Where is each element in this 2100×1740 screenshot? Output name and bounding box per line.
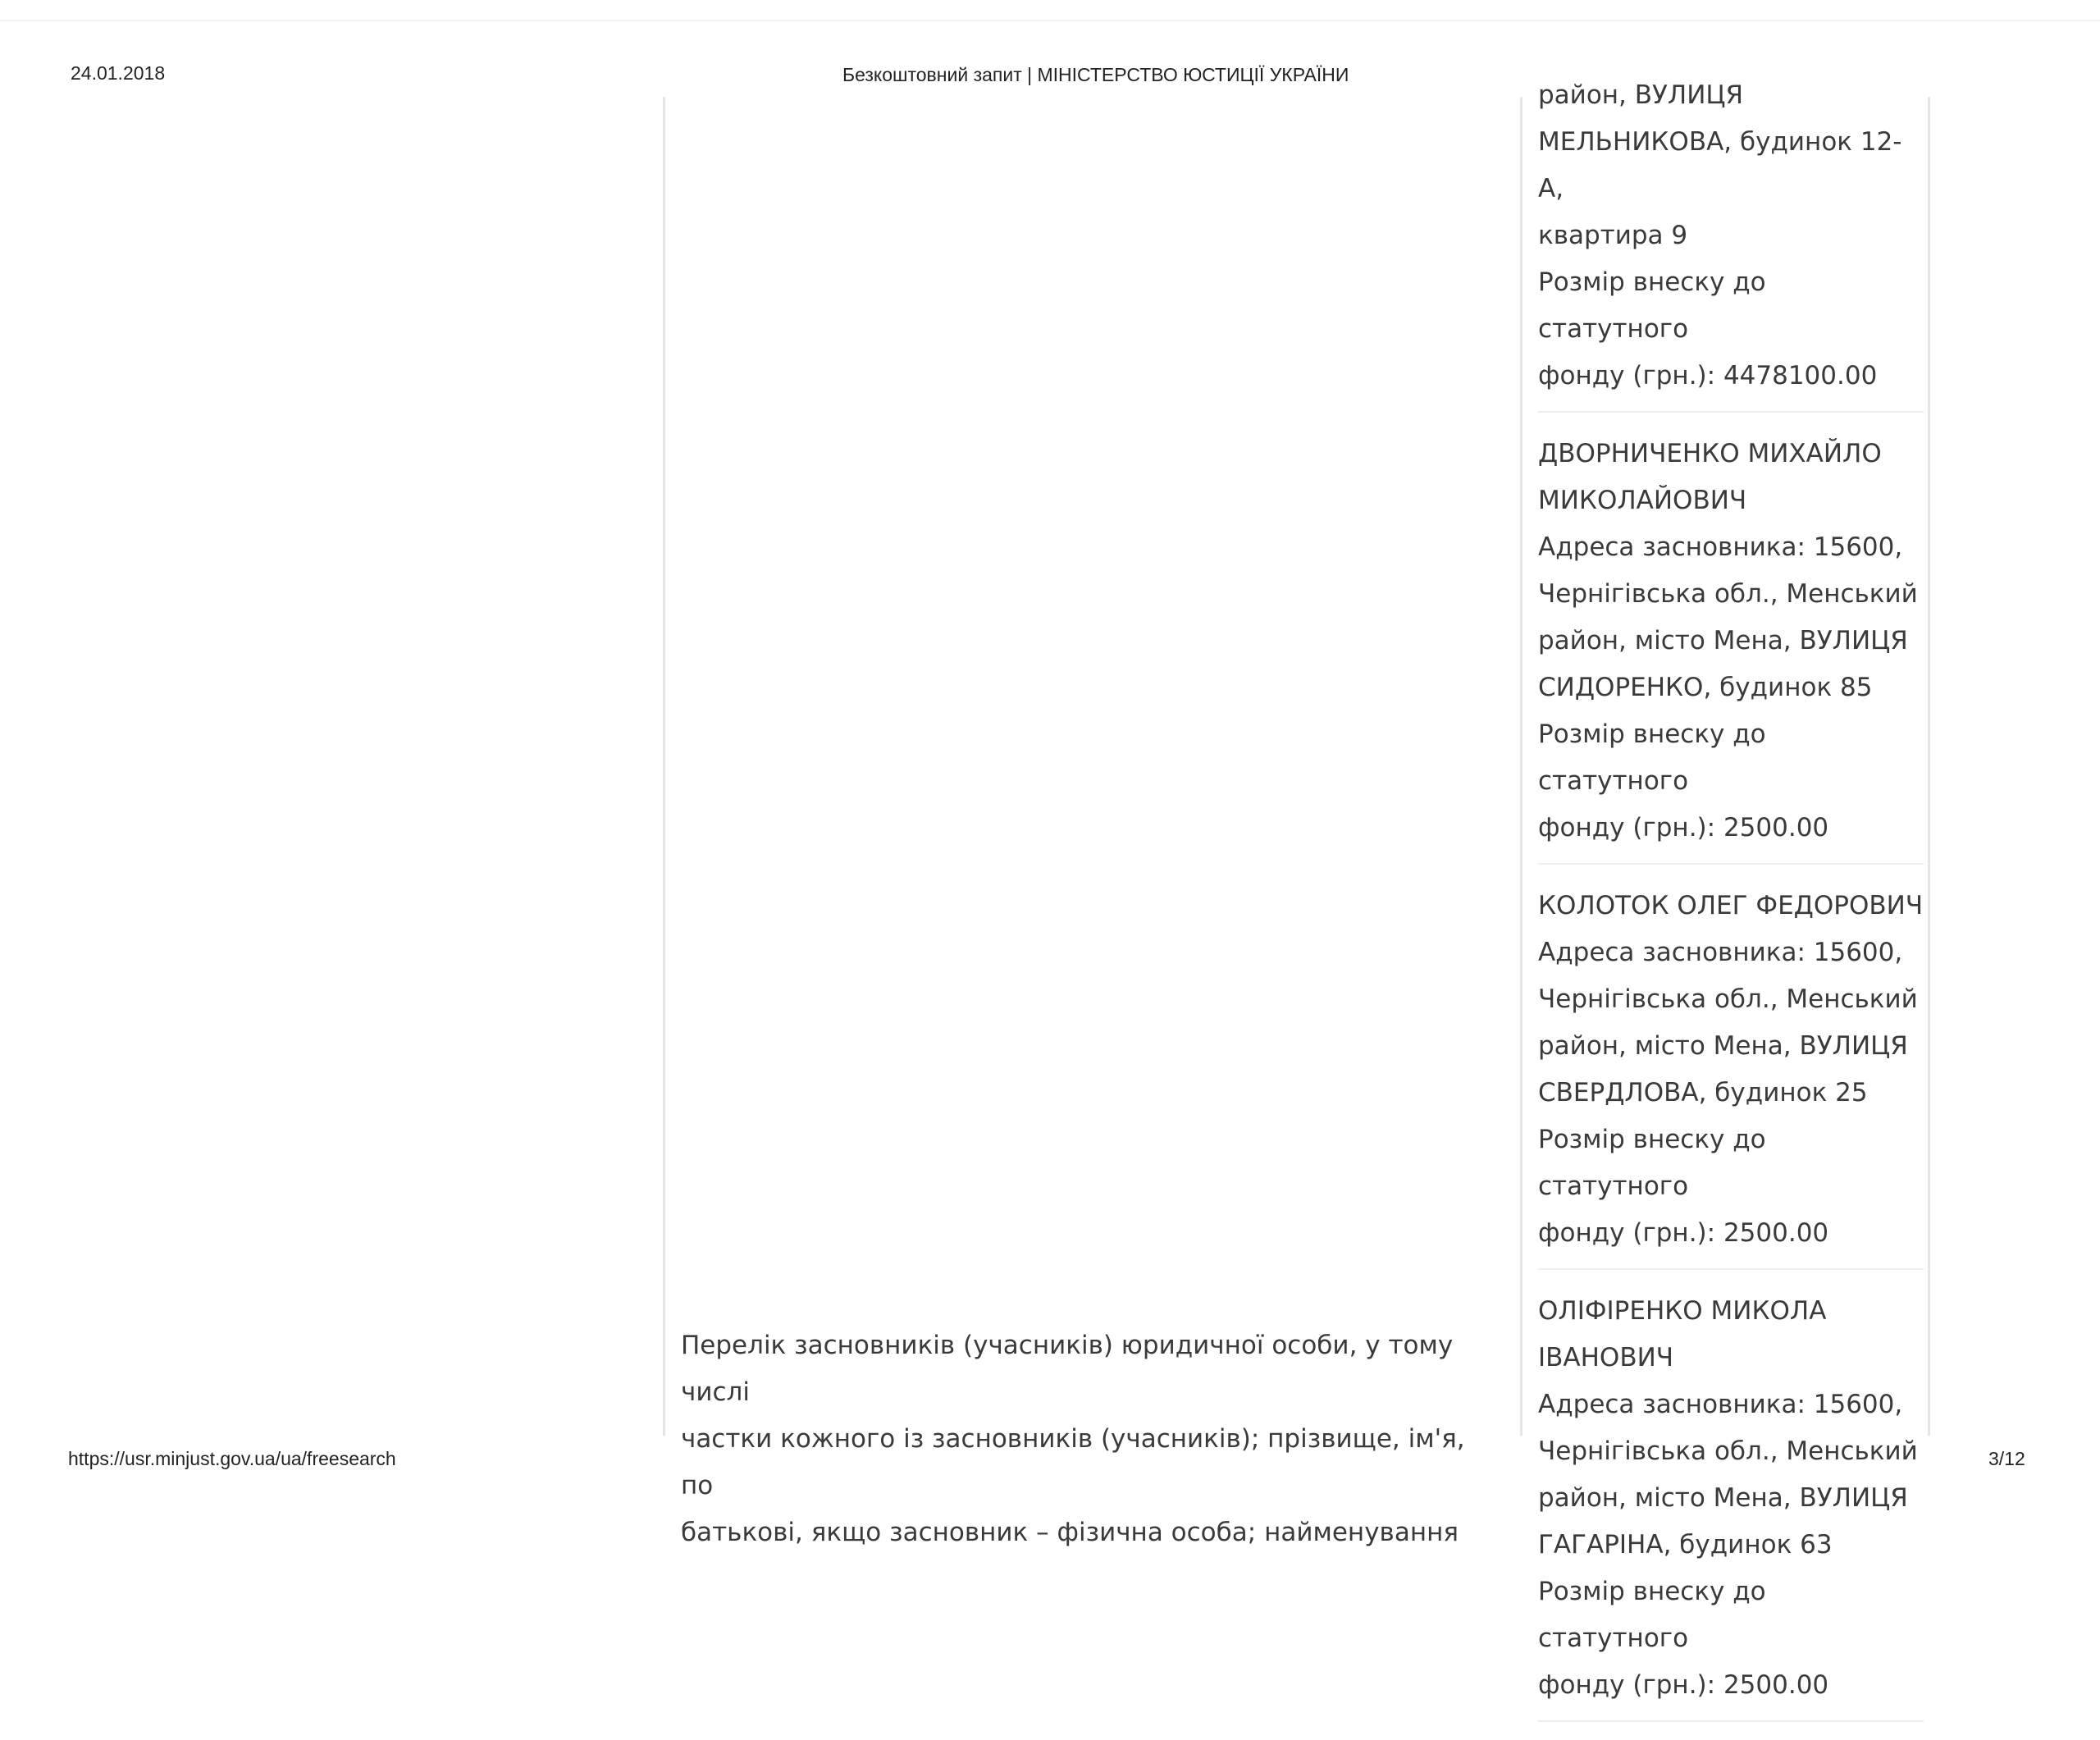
founder-address-line: Адреса засновника: 15600, — [1538, 532, 1903, 562]
founder-address-line: Чернігівська обл., Менський — [1538, 984, 1918, 1014]
founder-address-line: Чернігівська обл., Менський — [1538, 1436, 1918, 1466]
founder-address-line: район, місто Мена, ВУЛИЦЯ — [1538, 1483, 1908, 1513]
page-content — [663, 80, 1934, 1700]
founder-contribution-line: Розмір внеску до статутного — [1538, 719, 1766, 796]
founder-contribution-line: Розмір внеску до статутного — [1538, 267, 1766, 344]
founder-contribution-line: Розмір внеску до статутного — [1538, 1577, 1766, 1653]
founder-address-line: ГАГАРІНА, будинок 63 — [1538, 1530, 1833, 1560]
founder-address-line: Адреса засновника: 15600, — [1538, 1390, 1903, 1419]
label-line: частки кожного із засновників (учасників); прізвище, ім'я, по — [681, 1424, 1465, 1500]
print-date: 24.01.2018 — [71, 62, 166, 84]
founder-address-line: квартира 9 — [1538, 221, 1688, 250]
founder-contribution-line: Розмір внеску до статутного — [1538, 1125, 1766, 1201]
founder-name: КОЛОТОК ОЛЕГ ФЕДОРОВИЧ — [1538, 891, 1924, 920]
scan-top-rule — [0, 20, 2100, 21]
founder-entry — [1538, 883, 1924, 1270]
founder-entry — [1538, 431, 1924, 865]
founder-contribution-line: фонду (грн.): 2500.00 — [1538, 813, 1829, 843]
founder-name: ОЛІФІРЕНКО МИКОЛА — [1538, 1296, 1827, 1326]
founder-address-line: Адреса засновника: 15600, — [1538, 938, 1903, 967]
founder-entry — [1538, 1288, 1924, 1722]
print-footer-url: https://usr.minjust.gov.ua/ua/freesearch — [68, 1448, 396, 1469]
founder-name: ІВАНОВИЧ — [1538, 1343, 1674, 1372]
founder-contribution-line: фонду (грн.): 2500.00 — [1538, 1218, 1829, 1248]
founder-contribution-line: фонду (грн.): 2500.00 — [1538, 1670, 1829, 1700]
founder-entry — [1538, 72, 1924, 413]
founder-address-line: СИДОРЕНКО, будинок 85 — [1538, 673, 1873, 702]
label-line: батькові, якщо засновник – фізична особа; найменування — [681, 1518, 1459, 1547]
print-page-title: Безкоштовний запит | МІНІСТЕРСТВО ЮСТИЦІЇ УКРАЇНИ — [842, 64, 1349, 85]
field-label-column — [681, 97, 1501, 1547]
label-line: Перелік засновників (учасників) юридичної особи, у тому числі — [681, 1331, 1454, 1407]
field-value-column — [1520, 80, 1930, 1700]
founder-name: МИКОЛАЙОВИЧ — [1538, 486, 1747, 515]
content-left-border — [663, 97, 665, 1436]
founder-address-line: район, місто Мена, ВУЛИЦЯ — [1538, 626, 1908, 655]
print-page-number: 3/12 — [1988, 1448, 2025, 1469]
founder-address-line: СВЕРДЛОВА, будинок 25 — [1538, 1078, 1868, 1107]
founder-address-line: район, ВУЛИЦЯ — [1538, 80, 1744, 110]
founder-address-line: Чернігівська обл., Менський — [1538, 579, 1918, 609]
founder-address-line: МЕЛЬНИКОВА, будинок 12-А, — [1538, 127, 1902, 203]
founder-address-line: район, місто Мена, ВУЛИЦЯ — [1538, 1031, 1908, 1061]
founders-list — [1538, 72, 1924, 1740]
founders-field-label — [681, 1322, 1485, 1556]
founder-contribution-line: фонду (грн.): 4478100.00 — [1538, 361, 1878, 390]
founder-name: ДВОРНИЧЕНКО МИХАЙЛО — [1538, 439, 1882, 468]
